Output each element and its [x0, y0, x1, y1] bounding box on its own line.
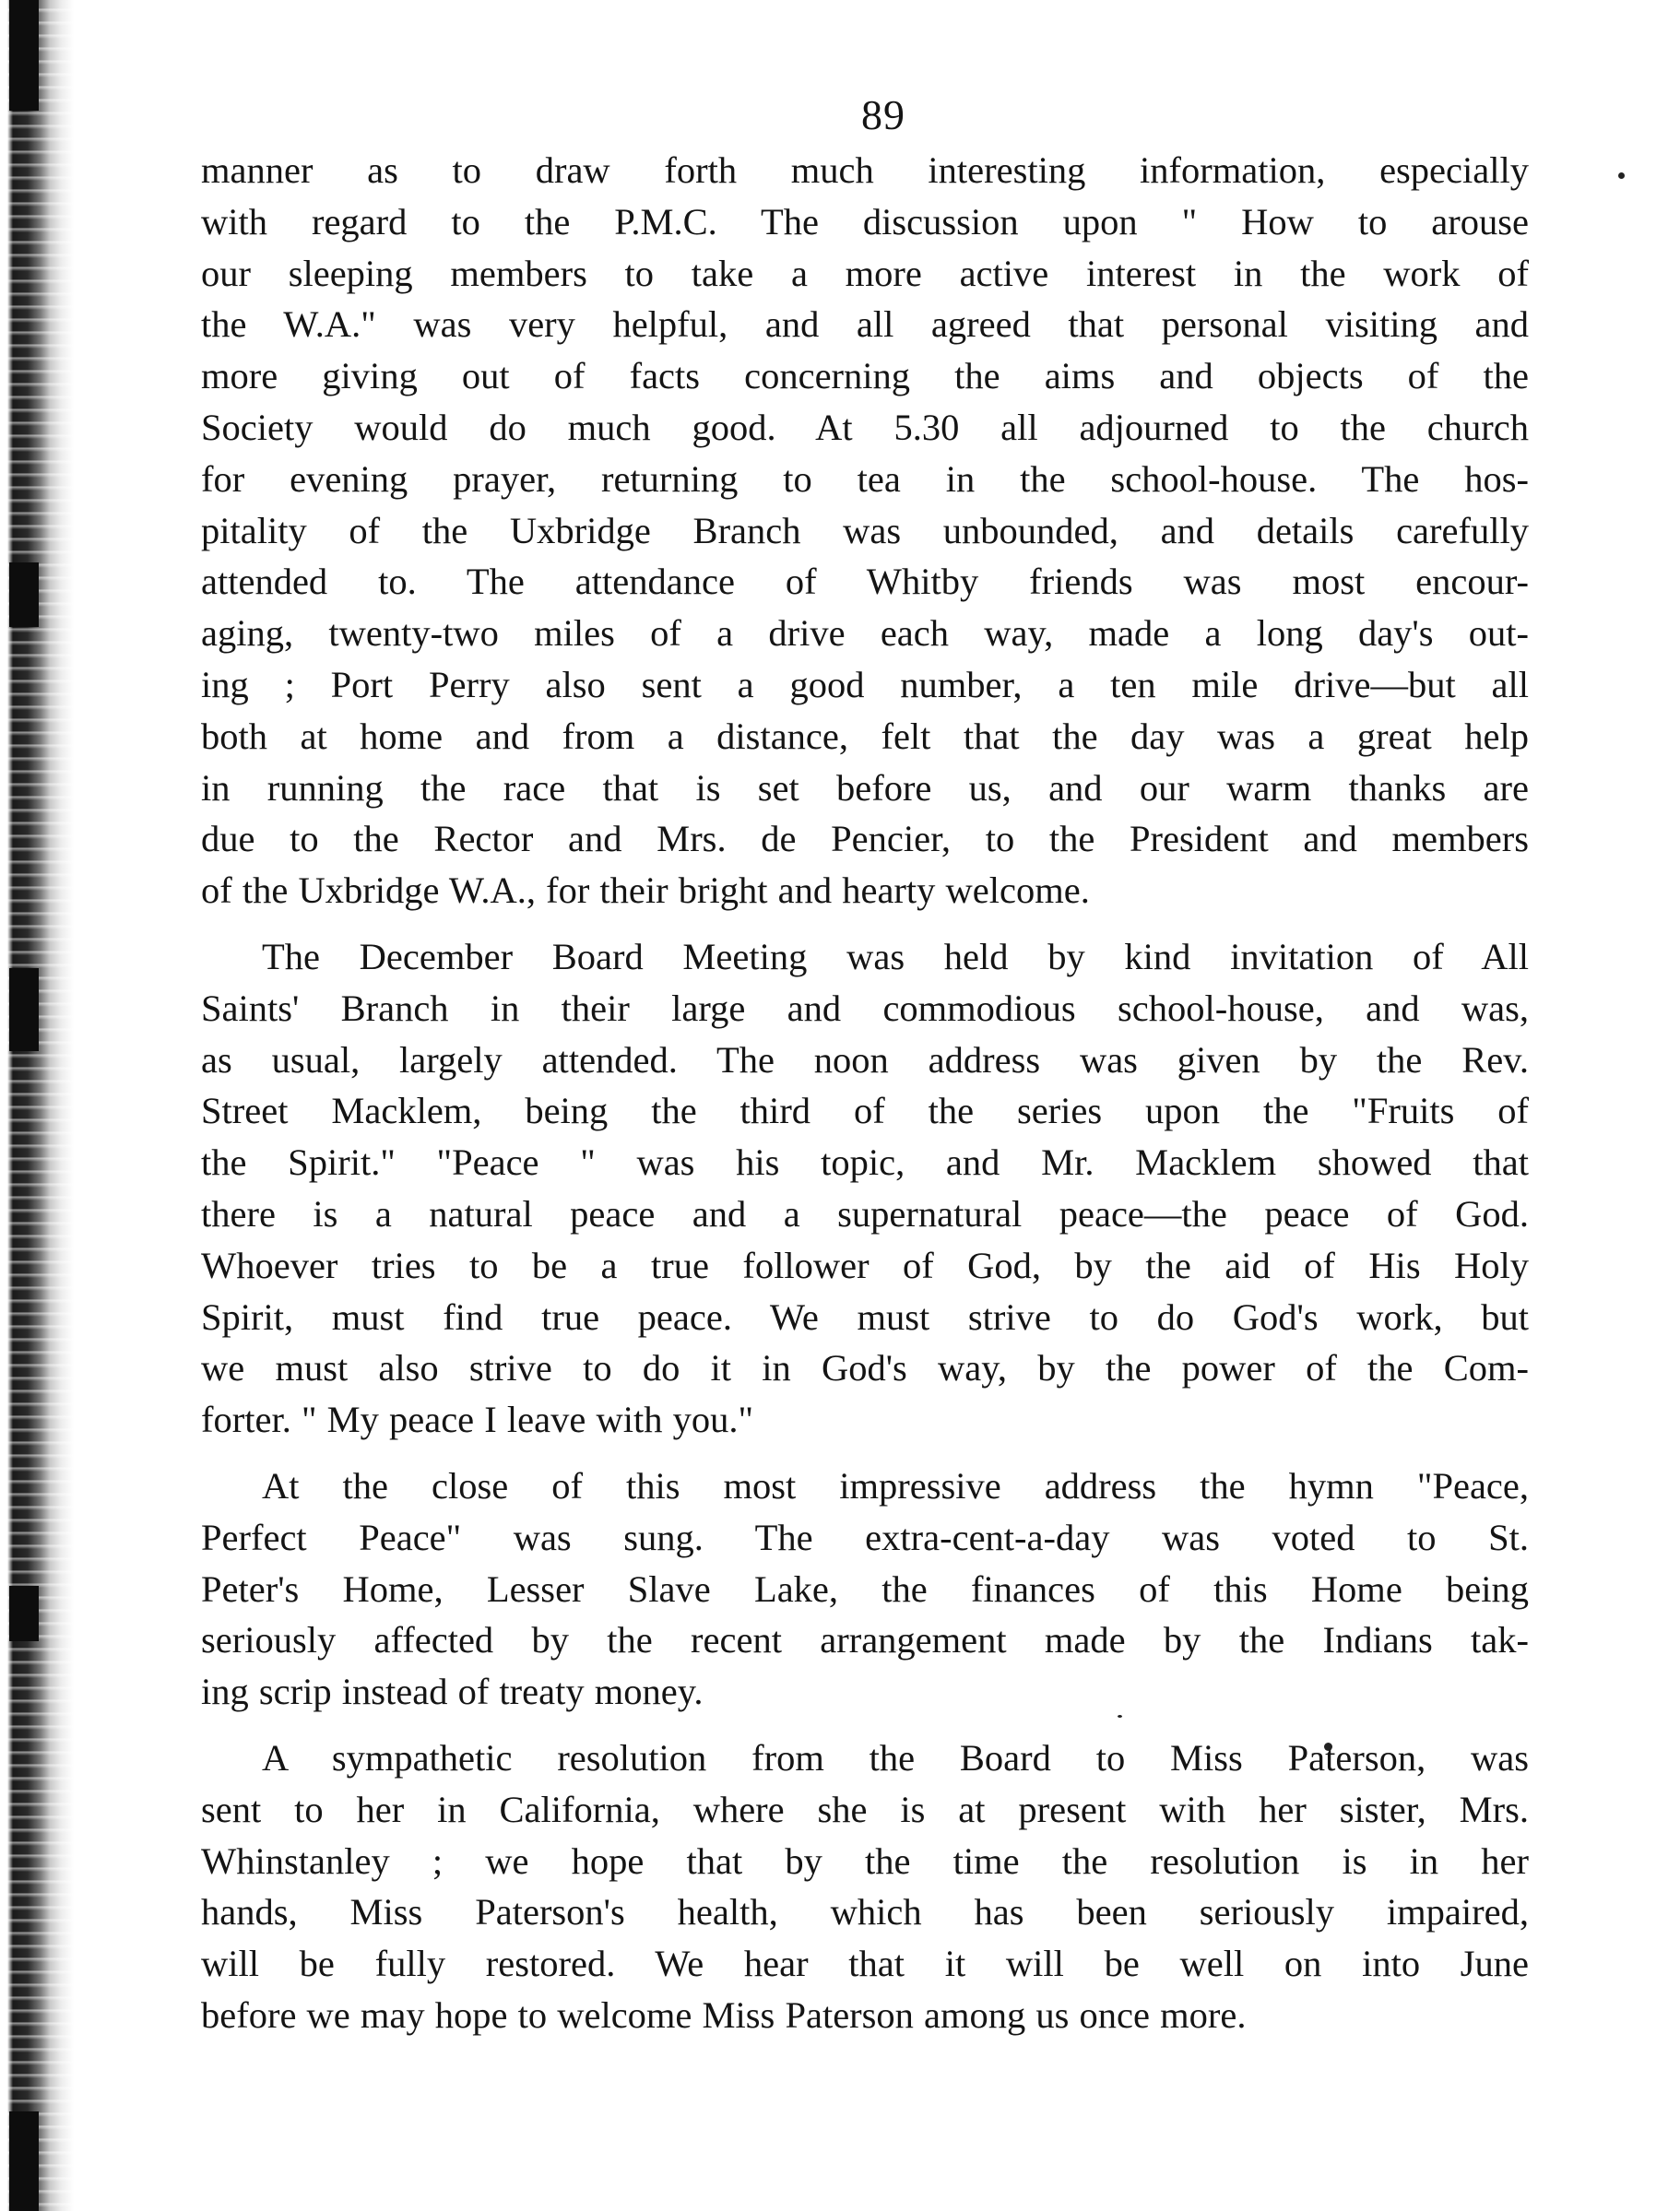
text-line: Spirit, must find true peace. We must strive to do God's work, but [201, 1295, 1529, 1338]
text-line: in running the race that is set before us, and our warm thanks are [201, 766, 1529, 809]
text-line: Whoever tries to be a true follower of God, by the aid of His Holy [201, 1244, 1529, 1286]
text-line: there is a natural peace and a supernatural peace—the peace of God. [201, 1192, 1529, 1235]
text-line: the Spirit." "Peace " was his topic, and Mr. Macklem showed that [201, 1141, 1529, 1184]
scan-speck [1618, 172, 1625, 179]
text-line: Perfect Peace" was sung. The extra-cent-a-day was voted to St. [201, 1516, 1529, 1558]
text-line: The December Board Meeting was held by kind invitation of All [262, 935, 1529, 977]
text-line: A sympathetic resolution from the Board to Miss Paterson, was [262, 1736, 1529, 1779]
body-text [201, 145, 1529, 2041]
text-line: aging, twenty-two miles of a drive each way, made a long day's out- [201, 612, 1529, 655]
binding-shadow-mark [9, 1586, 39, 1641]
text-line: sent to her in California, where she is at present with her sister, Mrs. [201, 1788, 1529, 1830]
paragraph-3 [201, 1460, 1529, 1718]
text-line: At the close of this most impressive address the hymn "Peace, [262, 1464, 1529, 1507]
text-line: we must also strive to do it in God's way, by the power of the Com- [201, 1347, 1529, 1389]
text-line: ing ; Port Perry also sent a good number, a ten mile drive—but all [201, 663, 1529, 705]
paragraph-4 [201, 1732, 1529, 2041]
text-line: attended to. The attendance of Whitby friends was most encour- [201, 561, 1529, 603]
text-line: Whinstanley ; we hope that by the time the resolution is in her [201, 1839, 1529, 1882]
text-line: Saints' Branch in their large and commodious school-house, and was, [201, 987, 1529, 1029]
text-line: for evening prayer, returning to tea in the school-house. The hos- [201, 457, 1529, 500]
text-line: the W.A." was very helpful, and all agreed that personal visiting and [201, 303, 1529, 346]
text-line: due to the Rector and Mrs. de Pencier, to the President and members [201, 818, 1529, 860]
text-line: will be fully restored. We hear that it will be well on into June [201, 1943, 1529, 1985]
paragraph-2 [201, 931, 1529, 1446]
text-line: hands, Miss Paterson's health, which has been seriously impaired, [201, 1891, 1529, 1933]
text-line: ing scrip instead of treaty money. [201, 1671, 704, 1713]
text-line: as usual, largely attended. The noon address was given by the Rev. [201, 1038, 1529, 1081]
paragraph-1 [201, 145, 1529, 916]
text-line: seriously affected by the recent arrangement made by the Indians tak- [201, 1619, 1529, 1661]
binding-shadow-mark [9, 968, 39, 1051]
text-line: both at home and from a distance, felt that the day was a great help [201, 715, 1529, 757]
text-line: our sleeping members to take a more active interest in the work of [201, 252, 1529, 294]
text-line: more giving out of facts concerning the aims and objects of the [201, 355, 1529, 397]
binding-shadow-mark [9, 562, 39, 627]
text-line: forter. " My peace I leave with you." [201, 1399, 753, 1441]
text-line: manner as to draw forth much interesting information, especially [201, 149, 1529, 191]
text-line: Society would do much good. At 5.30 all adjourned to the church [201, 406, 1529, 448]
text-line: of the Uxbridge W.A., for their bright and hearty welcome. [201, 869, 1090, 912]
binding-shadow-mark [9, 2111, 39, 2211]
text-line: pitality of the Uxbridge Branch was unbounded, and details carefully [201, 509, 1529, 551]
text-line: Peter's Home, Lesser Slave Lake, the finances of this Home being [201, 1567, 1529, 1610]
text-line: Street Macklem, being the third of the series upon the "Fruits of [201, 1090, 1529, 1132]
scanned-binding-edge [0, 0, 88, 2211]
document-page [201, 88, 1529, 2041]
binding-shadow-mark [9, 0, 39, 111]
text-line: with regard to the P.M.C. The discussion upon " How to arouse [201, 200, 1529, 242]
page-number: 89 [861, 91, 905, 138]
text-line: before we may hope to welcome Miss Paterson among us once more. [201, 1993, 1247, 2036]
